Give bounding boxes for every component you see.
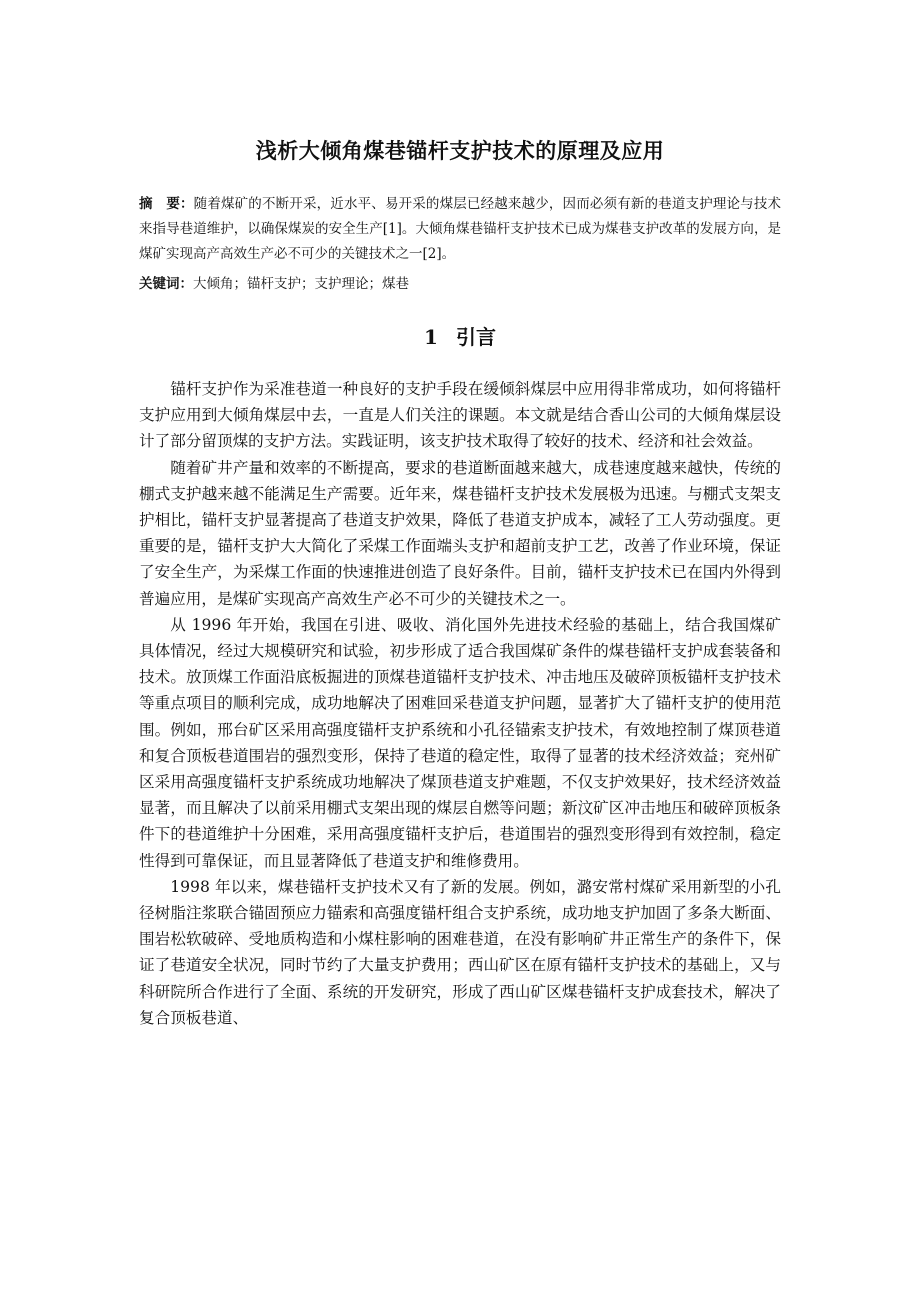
paragraph: 随着矿井产量和效率的不断提高，要求的巷道断面越来越大，成巷速度越来越快，传统的棚式支护越来越不能满足生产需要。近年来，煤巷锚杆支护技术发展极为迅速。与棚式支架支护相比，锚杆支护显著提高了巷道支护效果，降低了巷道支护成本，减轻了工人劳动强度。更重要的是，锚杆支护大大简化了采煤工作面端头支护和超前支护工艺，改善了作业环境，保证了安全生产，为采煤工作面的快速推进创造了良好条件。目前，锚杆支护技术已在国内外得到普遍应用，是煤矿实现高产高效生产必不可少的关键技术之一。 <box>139 458 781 608</box>
paragraph: 1998 年以来，煤巷锚杆支护技术又有了新的发展。例如，潞安常村煤矿采用新型的小孔径树脂注浆联合锚固预应力锚索和高强度锚杆组合支护系统，成功地支护加固了多条大断面、围岩松软破碎、受地质构造和小煤柱影响的困难巷道，在没有影响矿井正常生产的条件下，保证了巷道安全状况，同时节约了大量支护费用；西山矿区在原有锚杆支护技术的基础上，又与科研院所合作进行了全面、系统的开发研究，形成了西山矿区煤巷锚杆支护成套技术，解决了复合顶板巷道、 <box>139 877 781 1027</box>
section-heading <box>139 322 781 352</box>
paper-title: 浅析大倾角煤巷锚杆支护技术的原理及应用 <box>255 139 665 163</box>
paragraph: 从 1996 年开始，我国在引进、吸收、消化国外先进技术经验的基础上，结合我国煤矿具体情况，经过大规模研究和试验，初步形成了适合我国煤矿条件的煤巷锚杆支护成套装备和技术。放顶煤工作面沿底板掘进的顶煤巷道锚杆支护技术、冲击地压及破碎顶板锚杆支护技术等重点项目的顺利完成，成功地解决了困难回采巷道支护问题，显著扩大了锚杆支护的使用范围。例如，邢台矿区采用高强度锚杆支护系统和小孔径锚索支护技术，有效地控制了煤顶巷道和复合顶板巷道围岩的强烈变形，保持了巷道的稳定性，取得了显著的技术经济效益；兖州矿区采用高强度锚杆支护系统成功地解决了煤顶巷道支护难题，不仅支护效果好，技术经济效益显著，而且解决了以前采用棚式支架出现的煤层自燃等问题；新汶矿区冲击地压和破碎顶板条件下的巷道维护十分困难，采用高强度锚杆支护后，巷道围岩的强烈变形得到有效控制，稳定性得到可靠保证，而且显著降低了巷道支护和维修费用。 <box>139 615 781 870</box>
keywords-label: 关键词： <box>139 276 193 292</box>
abstract-text: 随着煤矿的不断开采，近水平、易开采的煤层已经越来越少，因而必须有新的巷道支护理论与技术来指导巷道维护，以确保煤炭的安全生产[1]。大倾角煤巷锚杆支护技术已成为煤巷支护改革的发展方向，是煤矿实现高产高效生产必不可少的关键技术之一[2]。 <box>139 196 782 262</box>
section-number: 1 <box>424 325 438 349</box>
abstract <box>139 192 781 267</box>
keywords-text: 大倾角；锚杆支护；支护理论；煤巷 <box>193 276 409 292</box>
body-text <box>139 376 781 1031</box>
keywords <box>139 272 781 297</box>
section-title: 引言 <box>455 325 496 349</box>
paragraph: 锚杆支护作为采准巷道一种良好的支护手段在缓倾斜煤层中应用得非常成功，如何将锚杆支护应用到大倾角煤层中去，一直是人们关注的课题。本文就是结合香山公司的大倾角煤层设计了部分留顶煤的支护方法。实践证明，该支护技术取得了较好的技术、经济和社会效益。 <box>139 380 781 451</box>
abstract-label: 摘 要： <box>139 196 194 212</box>
